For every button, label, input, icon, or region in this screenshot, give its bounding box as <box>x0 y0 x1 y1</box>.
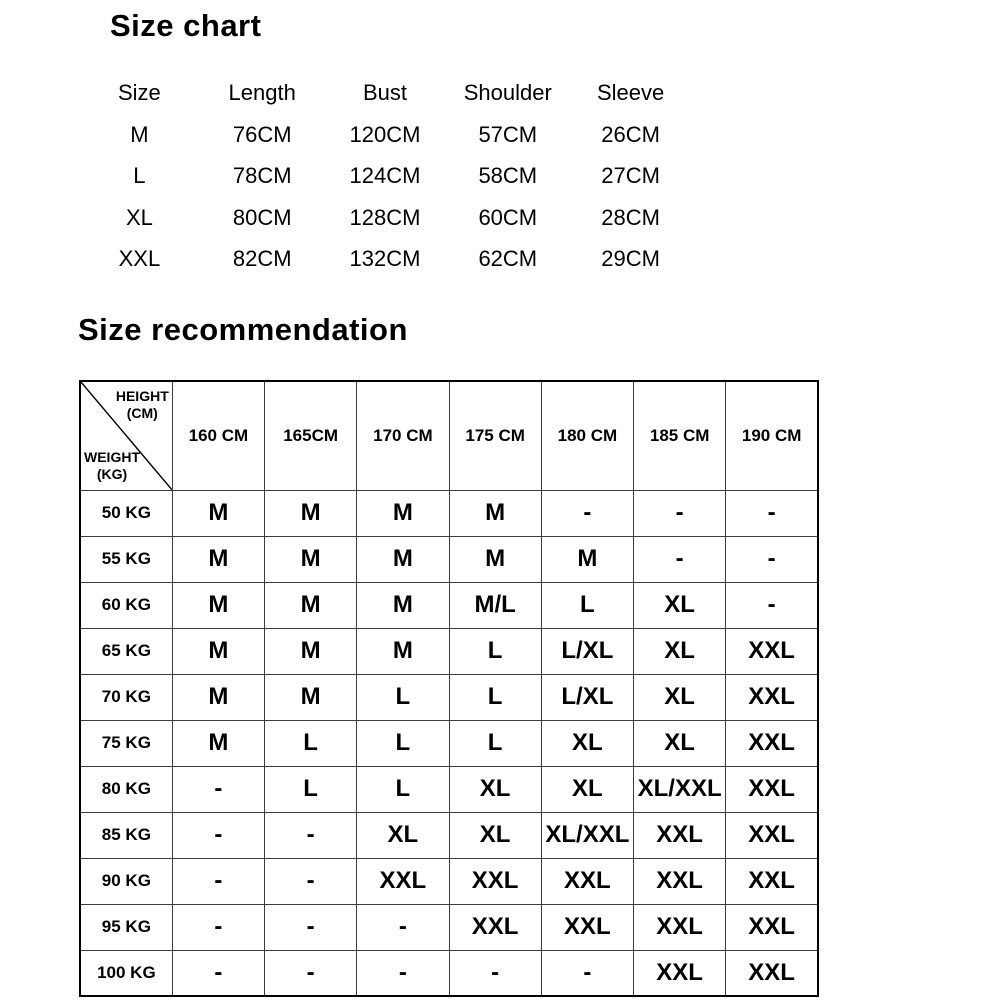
rec-cell: L <box>357 766 449 812</box>
sleeve-cell: 28CM <box>601 204 660 230</box>
rec-cell: M <box>172 720 264 766</box>
rec-cell: L <box>357 720 449 766</box>
rec-cell: XL/XXL <box>541 812 633 858</box>
rec-cell: M <box>265 674 357 720</box>
size-chart-col-bust: Bust <box>362 80 407 105</box>
rec-row-60kg <box>80 582 818 628</box>
rec-cell: - <box>634 536 726 582</box>
rec-cell: XL <box>357 812 449 858</box>
length-cell: 80CM <box>232 204 292 230</box>
weight-label: 55 KG <box>80 536 172 582</box>
rec-cell: L <box>357 674 449 720</box>
rec-cell: M <box>172 628 264 674</box>
rec-cell: - <box>449 950 541 996</box>
rec-cell: M <box>265 490 357 536</box>
rec-cell: XL <box>634 582 726 628</box>
rec-cell: M <box>172 536 264 582</box>
rec-cell: - <box>634 490 726 536</box>
weight-label: 90 KG <box>80 858 172 904</box>
rec-cell: - <box>357 904 449 950</box>
size-recommendation-table <box>79 380 819 997</box>
rec-cell: M/L <box>449 582 541 628</box>
rec-header-row <box>80 381 818 490</box>
rec-cell: XL <box>634 720 726 766</box>
rec-cell: M <box>541 536 633 582</box>
rec-cell: - <box>541 490 633 536</box>
size-chart-row-m <box>78 114 692 156</box>
size-cell: L <box>133 163 146 189</box>
rec-cell: XL <box>541 720 633 766</box>
rec-cell: L <box>541 582 633 628</box>
length-cell: 82CM <box>232 246 292 272</box>
rec-cell: M <box>265 536 357 582</box>
rec-cell: M <box>357 582 449 628</box>
rec-row-95kg <box>80 904 818 950</box>
weight-label: 70 KG <box>80 674 172 720</box>
rec-cell: - <box>265 950 357 996</box>
size-cell: XXL <box>118 246 161 272</box>
length-cell: 76CM <box>232 121 292 147</box>
rec-cell: - <box>265 812 357 858</box>
rec-cell: XXL <box>634 812 726 858</box>
height-col-165: 165CM <box>265 381 357 490</box>
weight-label: 50 KG <box>80 490 172 536</box>
sleeve-cell: 29CM <box>601 246 660 272</box>
size-chart-title: Size chart <box>110 8 262 43</box>
bust-cell: 120CM <box>349 121 421 147</box>
rec-cell: XL <box>634 628 726 674</box>
size-recommendation-title: Size recommendation <box>78 312 408 347</box>
rec-cell: - <box>541 950 633 996</box>
rec-cell: L <box>449 720 541 766</box>
size-cell: XL <box>125 204 153 230</box>
rec-row-55kg <box>80 536 818 582</box>
rec-cell: L <box>265 720 357 766</box>
rec-row-100kg <box>80 950 818 996</box>
rec-row-65kg <box>80 628 818 674</box>
size-chart-col-length: Length <box>228 80 296 105</box>
rec-cell: M <box>357 628 449 674</box>
shoulder-cell: 60CM <box>478 204 538 230</box>
rec-cell: M <box>449 490 541 536</box>
length-cell: 78CM <box>232 163 292 189</box>
size-chart-col-shoulder: Shoulder <box>463 80 552 105</box>
size-chart-table <box>78 72 692 280</box>
rec-row-70kg <box>80 674 818 720</box>
rec-cell: XL <box>634 674 726 720</box>
rec-row-90kg <box>80 858 818 904</box>
size-chart-col-sleeve: Sleeve <box>596 80 665 105</box>
rec-cell: XL <box>449 812 541 858</box>
weight-label: 60 KG <box>80 582 172 628</box>
rec-cell: XL <box>541 766 633 812</box>
rec-cell: - <box>172 950 264 996</box>
rec-cell: XXL <box>726 674 818 720</box>
height-col-185: 185 CM <box>634 381 726 490</box>
rec-cell: L <box>449 628 541 674</box>
rec-row-80kg <box>80 766 818 812</box>
height-col-160: 160 CM <box>172 381 264 490</box>
rec-cell: XXL <box>634 858 726 904</box>
weight-label: 100 KG <box>80 950 172 996</box>
weight-label: 85 KG <box>80 812 172 858</box>
rec-cell: XL/XXL <box>634 766 726 812</box>
rec-cell: M <box>357 490 449 536</box>
height-col-190: 190 CM <box>726 381 818 490</box>
rec-cell: XXL <box>634 950 726 996</box>
weight-label: 95 KG <box>80 904 172 950</box>
rec-row-50kg <box>80 490 818 536</box>
rec-cell: - <box>265 858 357 904</box>
rec-cell: XXL <box>634 904 726 950</box>
rec-cell: - <box>265 904 357 950</box>
rec-cell: - <box>172 858 264 904</box>
size-cell: M <box>130 121 149 147</box>
rec-cell: XXL <box>726 812 818 858</box>
rec-cell: - <box>172 812 264 858</box>
sleeve-cell: 26CM <box>601 121 660 147</box>
corner-cell <box>80 381 172 490</box>
rec-cell: M <box>172 674 264 720</box>
bust-cell: 128CM <box>349 204 421 230</box>
rec-cell: XXL <box>357 858 449 904</box>
rec-cell: XXL <box>726 628 818 674</box>
height-col-180: 180 CM <box>541 381 633 490</box>
weight-label: 65 KG <box>80 628 172 674</box>
rec-cell: L/XL <box>541 628 633 674</box>
shoulder-cell: 58CM <box>478 163 538 189</box>
weight-label: 75 KG <box>80 720 172 766</box>
rec-cell: XXL <box>726 904 818 950</box>
rec-cell: XXL <box>726 720 818 766</box>
rec-row-85kg <box>80 812 818 858</box>
weight-label: 80 KG <box>80 766 172 812</box>
rec-cell: M <box>172 490 264 536</box>
corner-height-label <box>116 388 169 422</box>
rec-cell: - <box>726 582 818 628</box>
height-col-175: 175 CM <box>449 381 541 490</box>
rec-cell: M <box>265 628 357 674</box>
rec-cell: XXL <box>726 766 818 812</box>
bust-cell: 132CM <box>349 246 421 272</box>
rec-cell: L/XL <box>541 674 633 720</box>
rec-cell: - <box>726 536 818 582</box>
rec-cell: - <box>726 490 818 536</box>
size-chart-header-row <box>78 72 692 114</box>
rec-cell: XXL <box>726 858 818 904</box>
size-chart-row-l <box>78 156 692 198</box>
rec-cell: M <box>265 582 357 628</box>
rec-cell: L <box>449 674 541 720</box>
rec-cell: - <box>357 950 449 996</box>
rec-cell: XXL <box>541 904 633 950</box>
rec-cell: - <box>172 766 264 812</box>
shoulder-cell: 62CM <box>478 246 538 272</box>
corner-weight-label <box>84 449 140 483</box>
rec-cell: XXL <box>726 950 818 996</box>
rec-cell: XXL <box>449 904 541 950</box>
rec-cell: XXL <box>449 858 541 904</box>
corner-height-unit: (CM) <box>126 404 158 421</box>
bust-cell: 124CM <box>349 163 421 189</box>
sleeve-cell: 27CM <box>601 163 660 189</box>
corner-weight-unit: (KG) <box>96 465 128 482</box>
corner-height-word: HEIGHT <box>115 388 169 404</box>
rec-cell: M <box>357 536 449 582</box>
size-chart-row-xl <box>78 197 692 239</box>
rec-cell: - <box>172 904 264 950</box>
rec-cell: M <box>172 582 264 628</box>
height-col-170: 170 CM <box>357 381 449 490</box>
rec-row-75kg <box>80 720 818 766</box>
rec-cell: XL <box>449 766 541 812</box>
shoulder-cell: 57CM <box>478 121 538 147</box>
size-chart-col-size: Size <box>118 80 161 105</box>
size-chart-row-xxl <box>78 239 692 281</box>
rec-cell: M <box>449 536 541 582</box>
rec-cell: L <box>265 766 357 812</box>
rec-cell: XXL <box>541 858 633 904</box>
corner-weight-word: WEIGHT <box>84 448 140 465</box>
